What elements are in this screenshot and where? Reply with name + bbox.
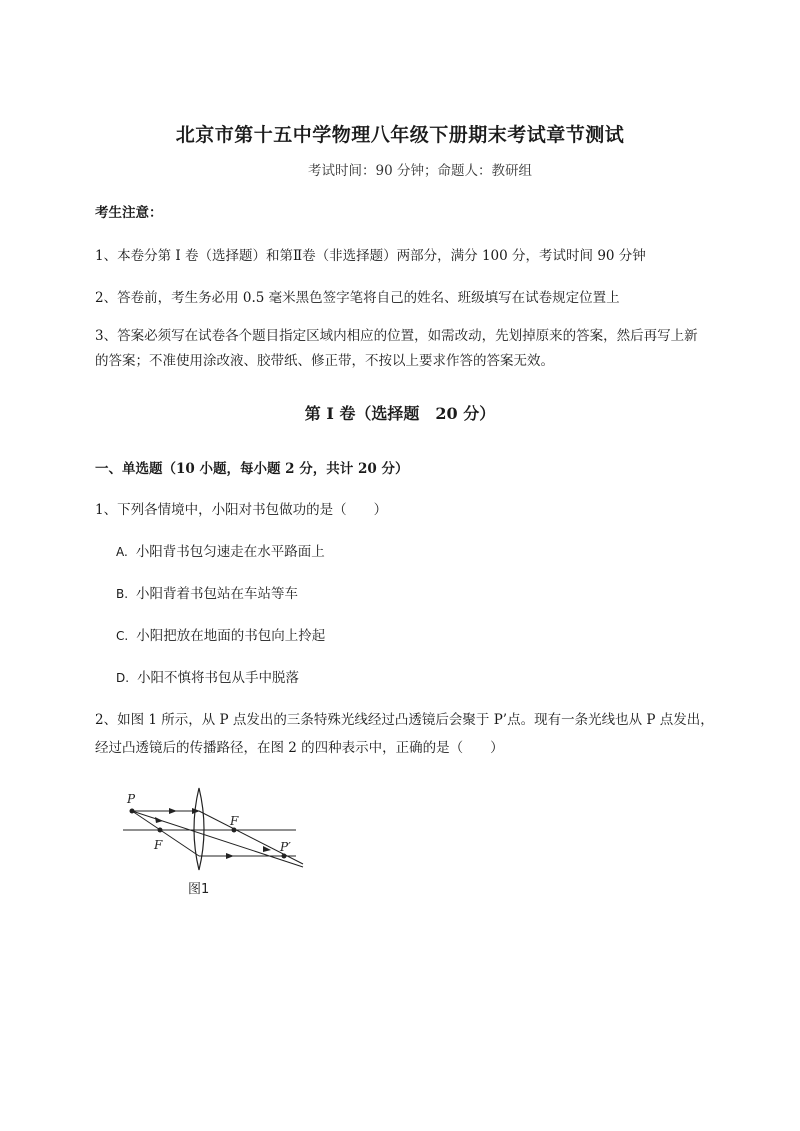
point-p	[130, 809, 135, 814]
lens-ray-diagram	[118, 785, 308, 900]
question-2-stem-line1: 2、如图 1 所示，从 P 点发出的三条特殊光线经过凸透镜后会聚于 P’点。现有一条光线也从 P 点发出，	[95, 712, 714, 728]
arrowhead	[155, 817, 163, 823]
label-f-left: F	[154, 838, 163, 852]
ray-through-focus-in	[132, 811, 199, 856]
point-p-prime	[282, 854, 287, 859]
label-p-prime: P′	[280, 840, 291, 854]
option-letter: A.	[116, 545, 128, 559]
notice-item: 1、本卷分第 I 卷（选择题）和第Ⅱ卷（非选择题）两部分，满分 100 分，考试时间 90 分钟	[95, 248, 646, 264]
label-p: P	[127, 792, 136, 806]
option-letter: D.	[116, 671, 130, 685]
question-1-stem: 1、下列各情境中，小阳对书包做功的是（ ）	[95, 502, 388, 518]
notice-heading: 考生注意：	[95, 205, 163, 221]
figure-caption: 图1	[188, 882, 210, 897]
notice-item: 3、答案必须写在试卷各个题目指定区域内相应的位置，如需改动，先划掉原来的答案，然后再写上新的答案；不准使用涂改液、胶带纸、修正带，不按以上要求作答的答案无效。	[95, 328, 698, 369]
section-title: 第 I 卷（选择题 20 分）	[304, 404, 496, 423]
option-text: 小阳背着书包站在车站等车	[136, 586, 299, 602]
question-1-option-c[interactable]	[116, 624, 325, 644]
label-f-right: F	[230, 814, 239, 828]
page-title: 北京市第十五中学物理八年级下册期末考试章节测试	[175, 124, 625, 146]
option-text: 小阳背书包匀速走在水平路面上	[135, 544, 325, 560]
question-1-option-a[interactable]	[116, 540, 325, 560]
question-2-stem-line2: 经过凸透镜后的传播路径，在图 2 的四种表示中，正确的是（ ）	[95, 740, 504, 756]
question-1-option-d[interactable]	[116, 666, 299, 686]
option-letter: B.	[116, 587, 129, 601]
exam-info: 考试时间：90 分钟；命题人：教研组	[308, 163, 532, 179]
arrowhead	[169, 808, 177, 814]
question-1-option-b[interactable]	[116, 582, 298, 602]
focal-point-left	[158, 828, 163, 833]
question-group-heading: 一、单选题（10 小题，每小题 2 分，共计 20 分）	[95, 461, 409, 477]
notice-item: 2、答卷前，考生务必用 0.5 毫米黑色签字笔将自己的姓名、班级填写在试卷规定位置上	[95, 290, 620, 306]
focal-point-right	[232, 828, 237, 833]
option-text: 小阳把放在地面的书包向上拎起	[136, 628, 326, 644]
option-text: 小阳不慎将书包从手中脱落	[137, 670, 300, 686]
option-letter: C.	[116, 629, 129, 643]
arrowhead	[226, 853, 234, 859]
convex-lens	[194, 788, 204, 870]
